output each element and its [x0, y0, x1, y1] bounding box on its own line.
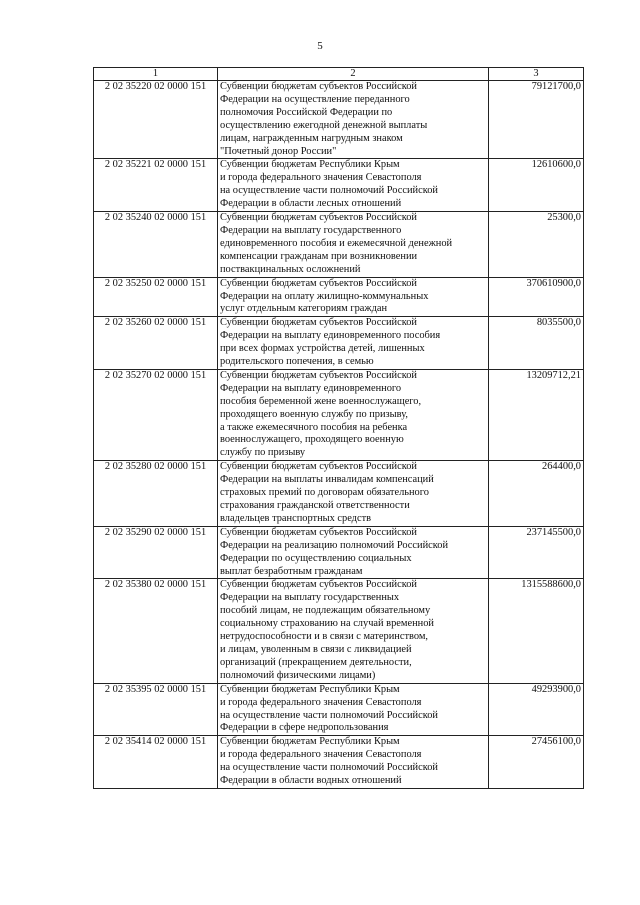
amount: 264400,0 [489, 461, 584, 527]
table-row [94, 683, 584, 736]
amount: 12610600,0 [489, 159, 584, 212]
description-line: Федерации в сфере недропользования [220, 722, 389, 734]
description-line: и города федерального значения Севастополя [220, 172, 422, 184]
description-line: Федерации на выплату единовременного [220, 382, 402, 394]
description-line: Федерации по осуществлению социальных [220, 552, 412, 564]
revenue-code: 2 02 35240 02 0000 151 [94, 212, 218, 278]
description-line: социальному страхованию на случай временной [220, 618, 434, 630]
description-line: Федерации на выплату единовременного пособия [220, 330, 441, 342]
revenue-code: 2 02 35250 02 0000 151 [94, 277, 218, 317]
header-row [94, 68, 584, 81]
amount: 27456100,0 [489, 736, 584, 789]
revenue-description [218, 369, 489, 460]
description-line: Субвенции бюджетам субъектов Российской [220, 526, 417, 538]
description-line: Субвенции бюджетам субъектов Российской [220, 212, 417, 224]
description-line: Федерации на выплату государственного [220, 224, 402, 236]
revenue-description [218, 526, 489, 579]
description-line: пособия беременной жене военнослужащего, [220, 395, 422, 407]
amount: 13209712,21 [489, 369, 584, 460]
amount: 49293900,0 [489, 683, 584, 736]
page-number: 5 [317, 40, 323, 52]
amount: 25300,0 [489, 212, 584, 278]
description-line: страхования гражданской ответственности [220, 500, 410, 511]
column-header-3: 3 [489, 68, 584, 81]
table-row [94, 579, 584, 683]
revenue-code: 2 02 35380 02 0000 151 [94, 579, 218, 683]
table-row [94, 212, 584, 278]
revenue-description [218, 736, 489, 789]
revenue-description [218, 317, 489, 370]
revenue-code: 2 02 35270 02 0000 151 [94, 369, 218, 460]
revenue-code: 2 02 35260 02 0000 151 [94, 317, 218, 370]
description-line: страховых премий по договорам обязательного [220, 487, 429, 499]
description-line: полномочия Российской Федерации по [220, 106, 393, 118]
description-line: Федерации в области лесных отношений [220, 198, 402, 210]
revenue-code: 2 02 35290 02 0000 151 [94, 526, 218, 579]
column-header-2: 2 [218, 68, 489, 81]
table-row [94, 317, 584, 370]
description-line: Субвенции бюджетам субъектов Российской [220, 317, 417, 329]
description-line: владельцев транспортных средств [220, 512, 372, 524]
description-line: на осуществление части полномочий Российской [220, 185, 438, 197]
table-row [94, 461, 584, 527]
description-line: службу по призыву [220, 447, 306, 459]
description-line: проходящего военную службу по призыву, [220, 408, 408, 420]
amount: 1315588600,0 [489, 579, 584, 683]
column-header-1: 1 [94, 68, 218, 81]
description-line: осуществлению ежегодной денежной выплаты [220, 119, 428, 131]
description-line: Субвенции бюджетам Республики Крым [220, 736, 400, 748]
description-line: Федерации на выплату государственных [220, 592, 400, 604]
revenue-code: 2 02 35221 02 0000 151 [94, 159, 218, 212]
table-row [94, 159, 584, 212]
revenue-description [218, 579, 489, 683]
description-line: лицам, награжденным нагрудным знаком [220, 132, 403, 144]
revenue-code: 2 02 35280 02 0000 151 [94, 461, 218, 527]
description-line: при всех формах устройства детей, лишенных [220, 343, 425, 355]
description-line: и лицам, уволенным в связи с ликвидацией [220, 643, 412, 655]
description-line: полномочий физическими лицами) [220, 669, 376, 681]
description-line: услуг отдельным категориям граждан [220, 303, 388, 315]
description-line: родительского попечения, в семью [220, 356, 374, 368]
description-line: "Почетный донор России" [220, 145, 337, 157]
description-line: Субвенции бюджетам субъектов Российской [220, 579, 417, 591]
description-line: организаций (прекращением деятельности, [220, 656, 412, 668]
revenue-description [218, 277, 489, 317]
budget-table [93, 67, 584, 789]
description-line: компенсации гражданам при возникновении [220, 250, 418, 262]
description-line: Субвенции бюджетам Республики Крым [220, 159, 400, 171]
description-line: военнослужащего, проходящего военную [220, 434, 404, 446]
revenue-description [218, 81, 489, 159]
description-line: Федерации на оплату жилищно-коммунальных [220, 290, 429, 302]
description-line: Субвенции бюджетам Республики Крым [220, 683, 400, 695]
description-line: поствакцинальных осложнений [220, 263, 361, 275]
revenue-code: 2 02 35414 02 0000 151 [94, 736, 218, 789]
table-body [94, 81, 584, 789]
description-line: пособий лицам, не подлежащим обязательному [220, 605, 431, 617]
table-row [94, 277, 584, 317]
description-line: а также ежемесячного пособия на ребенка [220, 421, 408, 433]
description-line: Федерации в области водных отношений [220, 775, 402, 787]
revenue-description [218, 212, 489, 278]
description-line: единовременного пособия и ежемесячной денежной [220, 237, 453, 249]
description-line: Субвенции бюджетам субъектов Российской [220, 369, 417, 381]
amount: 370610900,0 [489, 277, 584, 317]
revenue-code: 2 02 35395 02 0000 151 [94, 683, 218, 736]
revenue-description [218, 159, 489, 212]
revenue-description [218, 683, 489, 736]
description-line: и города федерального значения Севастополя [220, 749, 422, 761]
revenue-description [218, 461, 489, 527]
description-line: Субвенции бюджетам субъектов Российской [220, 277, 417, 289]
description-line: Федерации на реализацию полномочий Российской [220, 539, 449, 551]
description-line: на осуществление части полномочий Российской [220, 709, 438, 721]
description-line: Федерации на осуществление переданного [220, 93, 410, 105]
table-row [94, 81, 584, 159]
description-line: Субвенции бюджетам субъектов Российской [220, 461, 417, 473]
amount: 8035500,0 [489, 317, 584, 370]
amount: 237145500,0 [489, 526, 584, 579]
description-line: Федерации на выплаты инвалидам компенсаций [220, 474, 434, 486]
table-row [94, 369, 584, 460]
revenue-code: 2 02 35220 02 0000 151 [94, 81, 218, 159]
description-line: на осуществление части полномочий Российской [220, 762, 438, 774]
description-line: Субвенции бюджетам субъектов Российской [220, 81, 417, 92]
table-row [94, 736, 584, 789]
amount: 79121700,0 [489, 81, 584, 159]
description-line: нетрудоспособности и в связи с материнством, [220, 631, 428, 643]
table-row [94, 526, 584, 579]
description-line: и города федерального значения Севастополя [220, 696, 422, 708]
description-line: выплат безработным гражданам [220, 565, 363, 577]
